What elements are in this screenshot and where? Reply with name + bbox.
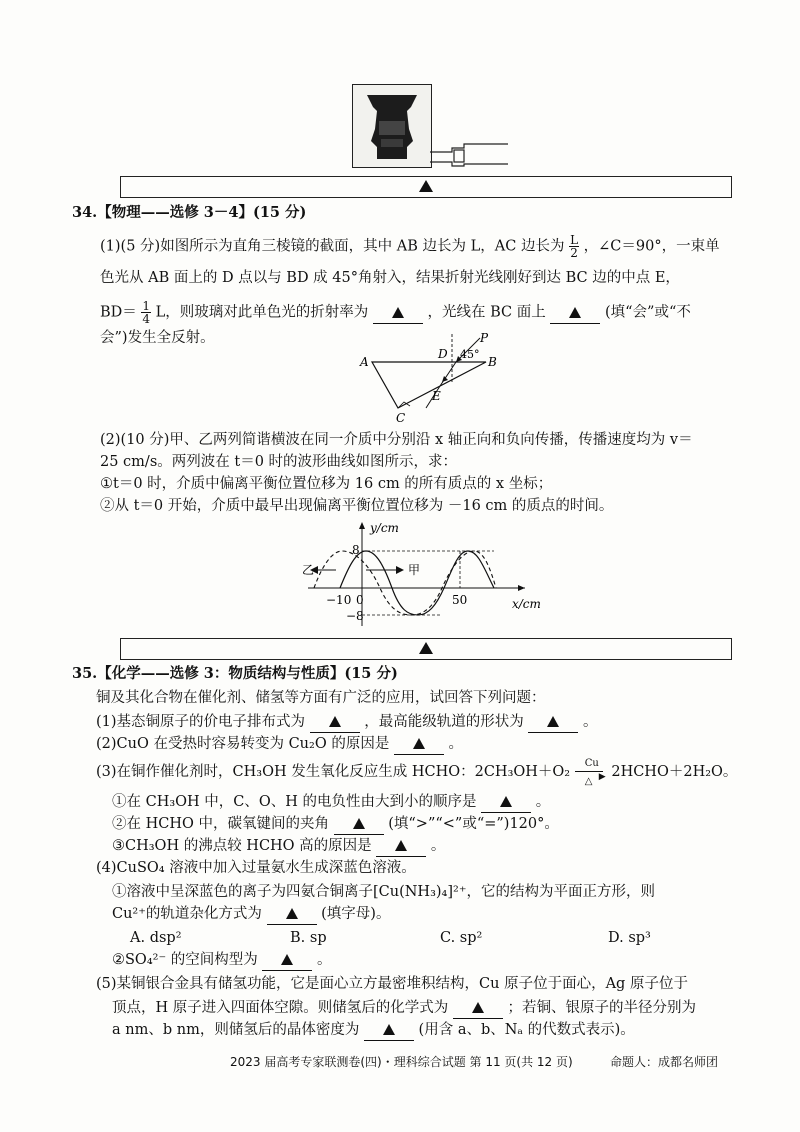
q35-intro: 铜及其化合物在催化剂、储氢等方面有广泛的应用，试回答下列问题： (96, 690, 546, 706)
label-B: B (488, 355, 497, 369)
answer-marker (419, 642, 433, 654)
q35-s2: (2)CuO 在受热时容易转变为 Cu₂O 的原因是 。 (96, 734, 463, 755)
q35-s4-1-line1: ①溶液中呈深蓝色的离子为四氨合铜离子[Cu(NH₃)₄]²⁺，它的结构为平面正方形，则 (112, 884, 655, 900)
option-c: C. sp² (440, 930, 483, 946)
fraction-L-over-2: $\frac{L}{2}$ (570, 233, 579, 260)
q35-s3-2: ②在 HCHO 中，碳氧键间的夹角 (填“>”“<”或“=”)120°。 (112, 814, 559, 835)
apparatus-tube (430, 140, 510, 170)
answer-blank[interactable] (550, 303, 600, 324)
wave-x-zero: 0 (356, 593, 364, 607)
q35-s5-line1: (5)某铜银合金具有储氢功能，它是面心立方最密堆积结构，Cu 原子位于面心，Ag 原子位于 (96, 976, 688, 992)
fraction-1-over-4: $\frac{1}{4}$ (142, 299, 151, 326)
label-D: D (438, 347, 448, 361)
q34-p1-line1: (1)(5 分)如图所示为直角三棱镜的截面，其中 AB 边长为 L，AC 边长为 $\frac{L}{2}$ ，∠C＝90°，一束单 (100, 233, 720, 260)
q34-p2-line2: 25 cm/s。两列波在 t＝0 时的波形曲线如图所示，求： (100, 454, 458, 470)
wave-xlabel: x/cm (512, 597, 541, 611)
q34-p2-line3: ①t＝0 时，介质中偏离平衡位置位移为 16 cm 的所有质点的 x 坐标； (100, 476, 553, 492)
label-P: P (480, 331, 489, 345)
answer-blank[interactable] (373, 303, 423, 324)
vessel-image (352, 84, 432, 168)
answer-blank[interactable] (364, 1020, 414, 1041)
reaction-arrow: Cu ▶ △ (575, 762, 607, 782)
wave-ylabel: y/cm (370, 521, 399, 535)
q35-s3-1: ①在 CH₃OH 中，C、O、H 的电负性由大到小的顺序是 。 (112, 792, 550, 813)
label-A: A (360, 355, 369, 369)
q34-p1-line3: BD＝ $\frac{1}{4}$ L，则玻璃对此单色光的折射率为 ，光线在 BC 面上 (填“会”或“不 (100, 299, 691, 326)
wave-label-jia: 甲 (408, 563, 421, 577)
q35-header: 35.【化学——选修 3：物质结构与性质】(15 分) (72, 665, 398, 682)
option-b: B. sp (290, 930, 327, 946)
wave-y-top: 8 (352, 543, 360, 557)
q35-s3-3: ③CH₃OH 的沸点较 HCHO 高的原因是 。 (112, 836, 445, 857)
footer-author: 命题人：成都名师团 (610, 1055, 719, 1069)
q34-header: 34.【物理——选修 3－4】(15 分) (72, 204, 307, 221)
answer-blank[interactable] (528, 712, 578, 733)
q34-p2-line4: ②从 t＝0 开始，介质中最早出现偏离平衡位置位移为 －16 cm 的质点的时间。 (100, 498, 614, 514)
option-d: D. sp³ (608, 930, 651, 946)
wave-diagram (300, 516, 550, 630)
q34-p1-line4: 会”)发生全反射。 (100, 330, 215, 346)
wave-y-bot: −8 (346, 609, 364, 623)
prism-triangle (372, 362, 486, 408)
answer-blank[interactable] (334, 814, 384, 835)
q35-s5-line2: 顶点，H 原子进入四面体空隙。则储氢后的化学式为 ；若铜、银原子的半径分别为 (112, 998, 696, 1019)
page-footer: 2023 届高考专家联测卷(四)・理科综合试题 第 11 页(共 12 页) (230, 1055, 573, 1069)
label-E: E (432, 389, 441, 403)
wave-x-neg: −10 (326, 593, 352, 607)
prism-diagram (358, 330, 508, 426)
q35-s4: (4)CuSO₄ 溶液中加入过量氨水生成深蓝色溶液。 (96, 860, 416, 876)
answer-blank[interactable] (394, 734, 444, 755)
label-angle: 45° (460, 348, 480, 361)
bronze-vessel-icon (353, 85, 431, 167)
answer-blank[interactable] (262, 950, 312, 971)
q35-s4-1-line2: Cu²⁺的轨道杂化方式为 (填字母)。 (112, 904, 390, 925)
answer-marker (419, 180, 433, 192)
wave-label-yi: 乙 (302, 563, 315, 577)
q34-p2-line1: (2)(10 分)甲、乙两列简谐横波在同一介质中分别沿 x 轴正向和负向传播，传播速度均为 v＝ (100, 432, 693, 448)
wave-x-50: 50 (452, 593, 468, 607)
q35-s1: (1)基态铜原子的价电子排布式为 ，最高能级轨道的形状为 。 (96, 712, 597, 733)
option-a: A. dsp² (130, 930, 182, 946)
answer-blank[interactable] (376, 836, 426, 857)
answer-blank[interactable] (267, 904, 317, 925)
label-C: C (396, 411, 406, 425)
q34-p1-line2: 色光从 AB 面上的 D 点以与 BD 成 45°角射入，结果折射光线刚好到达 BC 边的中点 E， (100, 270, 680, 286)
answer-blank[interactable] (481, 792, 531, 813)
q35-s4-2: ②SO₄²⁻ 的空间构型为 。 (112, 950, 331, 971)
q35-s5-line3: a nm、b nm，则储氢后的晶体密度为 (用含 a、b、Nₐ 的代数式表示)。 (112, 1020, 635, 1041)
answer-blank[interactable] (310, 712, 360, 733)
q35-s3: (3)在铜作催化剂时，CH₃OH 发生氧化反应生成 HCHO：2CH₃OH＋O₂ Cu ▶ △ 2HCHO＋2H₂O。 (96, 758, 738, 787)
answer-blank[interactable] (453, 998, 503, 1019)
